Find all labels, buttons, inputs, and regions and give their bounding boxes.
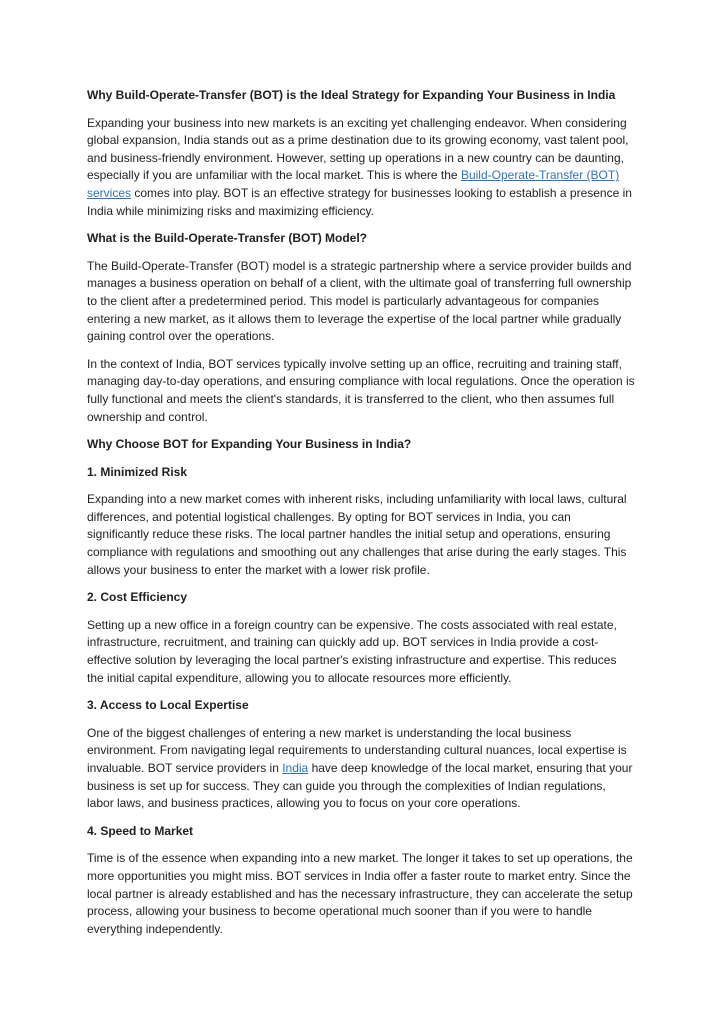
section-heading-why-bot: Why Choose BOT for Expanding Your Business in India? <box>87 437 412 452</box>
point-text-minimized-risk: Expanding into a new market comes with inherent risks, including unfamiliarity with local laws, cultural differences, and potential logistical challenges. By opting for BOT services in India, you can significantly reduce these risks. The local partner handles the initial setup and operations, ensuring compliance with regulations and smoothing out any challenges that arise during the early stages. This allows your business to enter the market with a lower risk profile. <box>87 492 627 577</box>
point-heading-speed-to-market: 4. Speed to Market <box>87 823 194 838</box>
document-page <box>87 78 635 948</box>
point-heading-minimized-risk: 1. Minimized Risk <box>87 464 188 479</box>
page-title: Why Build-Operate-Transfer (BOT) is the Ideal Strategy for Expanding Your Business in India <box>87 88 616 102</box>
intro-text-before-link: Expanding your business into new markets is an exciting yet challenging endeavor. When considering global expansion, India stands out as a prime destination due to its growing economy, vast talent pool, and business-friendly environment. However, setting up operations in a new country can be daunting, especially if you are unfamiliar with the local market. This is where the <box>87 115 629 183</box>
point-text-local-expertise <box>87 725 635 813</box>
intro-text-after-link: comes into play. BOT is an effective strategy for businesses looking to establish a presence in India while minimizing risks and maximizing efficiency. <box>87 185 632 218</box>
bot-services-link[interactable]: Build-Operate-Transfer (BOT) services <box>87 168 620 200</box>
point-heading-cost-efficiency: 2. Cost Efficiency <box>87 590 188 605</box>
bot-model-paragraph-2: In the context of India, BOT services typically involve setting up an office, recruiting and training staff, managing day-to-day operations, and ensuring compliance with local regulations. Once the operation is fully functional and meets the client's standards, it is transferred to the client, who then assumes full ownership and control. <box>87 356 635 424</box>
point-heading-local-expertise: 3. Access to Local Expertise <box>87 698 249 713</box>
point-text-cost-efficiency: Setting up a new office in a foreign country can be expensive. The costs associated with real estate, infrastructure, recruitment, and training can quickly add up. BOT services in India provide a cost-effective solution by leveraging the local partner's existing infrastructure and expertise. This reduces the initial capital expenditure, allowing you to allocate resources more efficiently. <box>87 617 617 685</box>
section-heading-bot-model: What is the Build-Operate-Transfer (BOT) Model? <box>87 231 368 246</box>
intro-paragraph <box>87 115 635 221</box>
bot-model-paragraph-1: The Build-Operate-Transfer (BOT) model is a strategic partnership where a service provider builds and manages a business operation on behalf of a client, with the ultimate goal of transferring full ownership to the client after a predetermined period. This model is particularly advantageous for companies entering a new market, as it allows them to leverage the expertise of the local partner while gradually gaining control over the operations. <box>87 258 632 344</box>
india-link[interactable]: India <box>282 761 309 775</box>
local-expertise-text-before-link: One of the biggest challenges of entering a new market is understanding the local business environment. From navigating legal requirements to understanding cultural nuances, local expertise is invaluable. BOT service providers in <box>87 725 627 775</box>
local-expertise-text-after-link: have deep knowledge of the local market, ensuring that your business is set up for success. They can guide you through the complexities of Indian regulations, labor laws, and business practices, allowing you to focus on your core operations. <box>87 761 633 811</box>
point-text-speed-to-market: Time is of the essence when expanding into a new market. The longer it takes to set up operations, the more opportunities you might miss. BOT services in India offer a faster route to market entry. Since the local partner is already established and has the necessary infrastructure, they can accelerate the setup process, allowing your business to become operational much sooner than if you were to handle everything independently. <box>87 851 633 936</box>
